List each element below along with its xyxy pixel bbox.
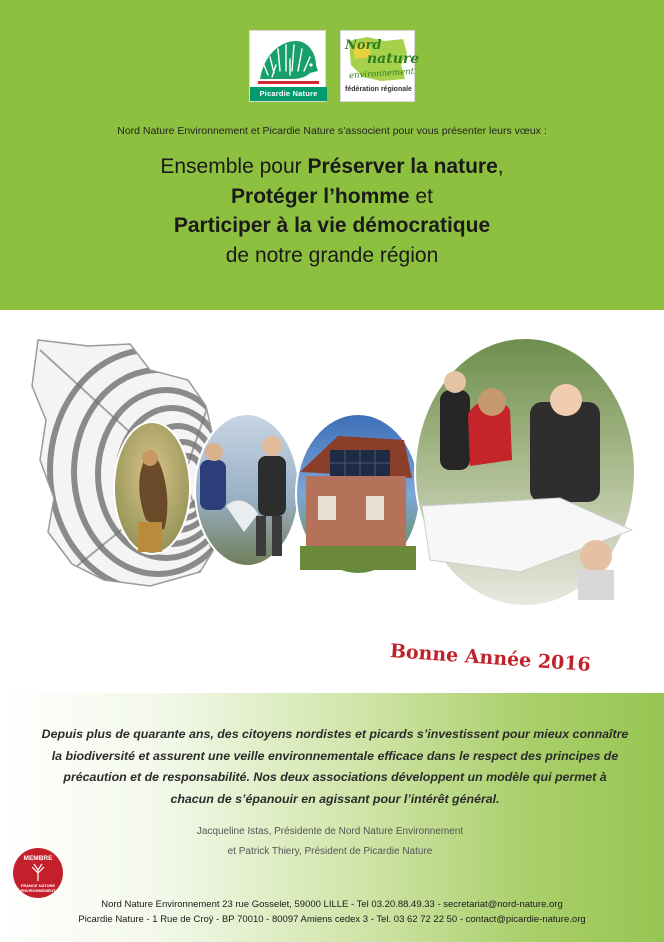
badge-top-text: MEMBRE	[23, 855, 53, 862]
nne-logo-nature: nature	[367, 51, 420, 67]
headline-line-3	[0, 211, 664, 241]
headline	[0, 152, 664, 270]
headline-line-4: de notre grande région	[225, 243, 439, 267]
nne-logo-environnement: environnement	[348, 66, 415, 82]
signature-line-1: Jacqueline Istas, Présidente de Nord Nature Environnement	[196, 826, 464, 837]
headline-line-2-post: et	[409, 184, 433, 208]
picardie-logo-label: Picardie Nature	[250, 87, 327, 101]
footer-nne-contact: Nord Nature Environnement 23 rue Gosselet, 59000 LILLE - Tel 03.20.88.49.33 - secretariat@nord-nature.org	[101, 899, 563, 910]
headline-line-1-bold: Préserver la nature	[307, 155, 498, 178]
photo-volunteers	[195, 414, 299, 566]
nne-logo-nord: Nord	[345, 38, 382, 53]
badge-bottom-text-2: ENVIRONNEMENT	[20, 888, 56, 893]
greeting-text: Bonne Année 2016	[389, 640, 592, 677]
body-paragraph: Depuis plus de quarante ans, des citoyens nordistes et picards s’investissent pour mieux connaître la biodiversité et assurent une veille environnementale efficace dans le respect des principes de précaution et de responsabilité. Nos deux associations développent un modèle qui permet à chacun de s’épanouir en agissant pour l’intérêt général.	[41, 727, 629, 806]
signatures	[160, 822, 500, 862]
headline-line-2	[0, 182, 664, 212]
intro-text: Nord Nature Environnement et Picardie Nature s’associent pour vous présenter leurs vœux :	[117, 125, 547, 137]
photo-children-workshop	[415, 338, 635, 606]
nne-logo-federation: fédération régionale	[345, 86, 412, 93]
photo-montage	[0, 310, 664, 680]
badge-bottom-text-1: FRANCE NATURE	[20, 883, 56, 888]
headline-line-2-bold: Protéger l’homme	[231, 184, 410, 208]
headline-line-1-pre: Ensemble pour	[160, 155, 308, 178]
headline-line-1	[0, 152, 664, 182]
picardie-nature-logo	[249, 30, 326, 102]
nord-nature-logo	[340, 30, 420, 102]
photo-solar-house	[296, 414, 420, 574]
footer-picardie-contact: Picardie Nature - 1 Rue de Croÿ - BP 70010 - 80097 Amiens cedex 3 - Tel. 03 62 72 22 50 - contact@picardie-nature.org	[78, 914, 586, 925]
fne-member-badge	[12, 847, 64, 899]
contact-footer	[30, 897, 634, 927]
hedgehog-icon	[256, 35, 320, 81]
photo-bird-of-prey	[114, 422, 190, 554]
headline-line-3-bold: Participer à la vie démocratique	[173, 214, 491, 237]
signature-line-2: et Patrick Thiery, Président de Picardie Nature	[227, 846, 433, 857]
headline-line-1-post: ,	[497, 155, 504, 178]
logo-stripe	[258, 81, 319, 84]
